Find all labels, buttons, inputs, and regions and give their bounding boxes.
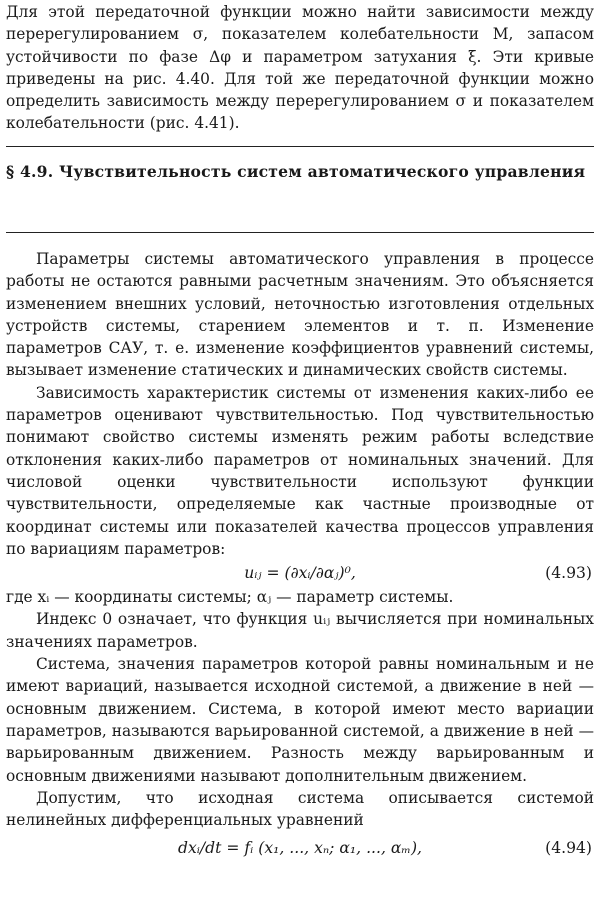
equation-4-94 [6, 835, 594, 861]
paragraph-index: Индекс 0 означает, что функция uᵢⱼ вычисляется при номинальных значениях параметров. [6, 610, 594, 651]
section-rule-bottom [6, 232, 594, 233]
section-body [6, 248, 594, 861]
equation-4-94-formula: dxᵢ/dt = fᵢ (x₁, ..., xₙ; α₁, ..., αₘ), [177, 839, 423, 858]
paragraph-assume: Допустим, что исходная система описывается системой нелинейных дифференциальных уравнений [6, 788, 594, 830]
paragraph-where: где xᵢ — координаты системы; αⱼ — параметр системы. [6, 588, 454, 607]
equation-4-93-number: (4.93) [545, 564, 592, 583]
section-heading: § 4.9. Чувствительность систем автоматического управления [6, 162, 586, 181]
paragraph-parameters: Параметры системы автоматического управления в процессе работы не остаются равными расчетным значениям. Это объясняется изменением внешних условий, неточностью изготовления отдельных устройств системы, старением элементов и т. п. Изменение параметров САУ, т. е. изменение коэффициентов уравнений системы, вызывает изменение статических и динамических свойств системы. [6, 250, 594, 380]
section-rule-top [6, 146, 594, 147]
paragraph-sensitivity: Зависимость характеристик системы от изменения каких-либо ее параметров оценивают чувствительностью. Под чувствительностью понимают свойство системы изменять режим работы вследствие отклонения каких-либо параметров от номинальных значений. Для числовой оценки чувствительности используют функции чувствительности, определяемые как частные производные от координат системы или показателей качества процессов управления по вариациям параметров: [6, 383, 594, 558]
intro-paragraph: Для этой передаточной функции можно найти зависимости между перерегулированием σ, показателем колебательности M, запасом устойчивости по фазе Δφ и параметром затухания ξ. Эти кривые приведены на рис. 4.40. Для той же передаточной функции можно определить зависимость между перерегулированием σ и показателем колебательности (рис. 4.41). [6, 3, 594, 133]
equation-4-94-number: (4.94) [545, 839, 592, 858]
equation-4-93-formula: uᵢⱼ = (∂xᵢ/∂αⱼ)⁰, [244, 564, 356, 583]
paragraph-system: Система, значения параметров которой равны номинальным и не имеют вариаций, называется исходной системой, а движение в ней — основным движением. Система, в которой имеют место вариации параметров, называются варьированной системой, а движение в ней — варьированным движением. Разность между варьированным и основным движениями называют дополнительным движением. [6, 655, 594, 785]
equation-4-93 [6, 560, 594, 586]
